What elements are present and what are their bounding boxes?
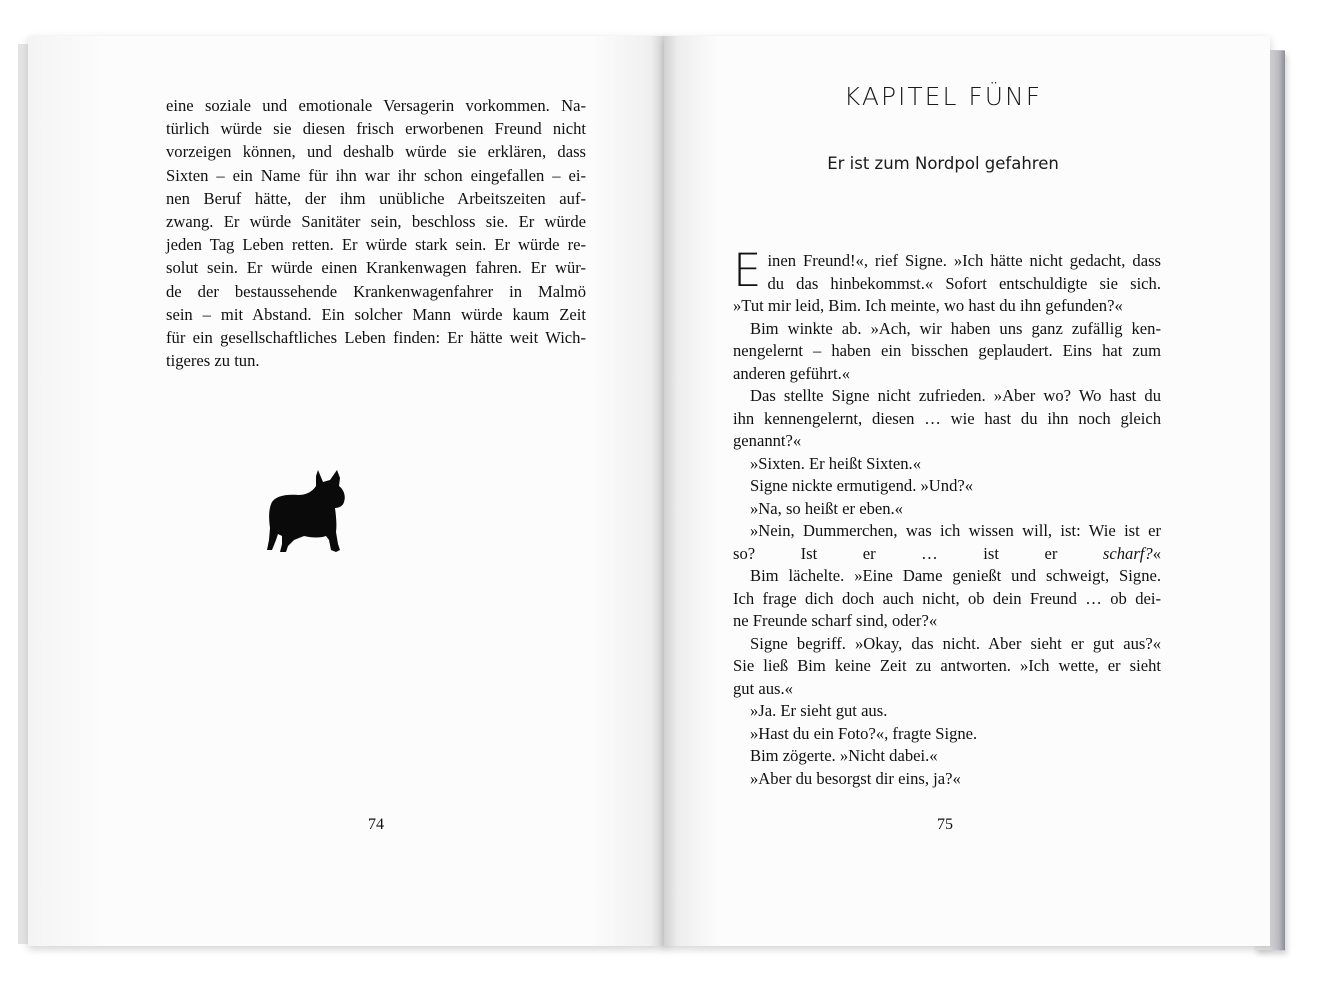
text-line: Bim lächelte. »Eine Dame genießt und schweigt, Signe. [750,566,1161,585]
text-line: türlich würde sie diesen frisch erworbenen Freund nicht [166,119,586,139]
text-line: Sixten – ein Name für ihn war ihr schon eingefallen – ei- [166,165,586,185]
text-line: Bim winkte ab. »Ach, wir haben uns ganz zufällig ken- [750,318,1161,338]
text-line: für ein gesellschaftliches Leben finden: Er hätte weit Wich- [166,328,586,348]
text-line: nen Beruf hätte, der ihm unübliche Arbeitszeiten auf- [166,188,586,208]
text-line: »Ja. Er sieht gut aus. [750,701,888,720]
drop-cap: E [733,244,762,297]
text-line: Signe nickte ermutigend. »Und?« [750,476,974,495]
french-bulldog-silhouette-icon [266,466,346,558]
text-line: ne Freunde scharf sind, oder?« [733,611,938,630]
left-page-body-text [166,94,586,372]
text-line: »Aber du besorgst dir eins, ja?« [750,768,961,788]
text-line: »Nein, Dummerchen, was ich wissen will, ist: Wie ist er [750,521,1161,540]
text-line: Bim zögerte. »Nicht dabei.« [750,746,938,765]
text-line: de der bestaussehende Krankenwagenfahrer in Malmö [166,281,586,301]
text-line: du das hinbekommst.« Sofort entschuldigte sie sich. [767,273,1161,293]
paragraph-lines [733,295,1161,543]
right-page-body-text [733,244,1161,790]
text-line: solut sein. Er würde einen Krankenwagen fahren. Er wür- [166,258,586,278]
text-line: ihn kennengelernt, diesen … wie hast du ihn noch gleich [733,408,1161,428]
text-line [733,543,1161,566]
text-line: nengelernt – haben ein bisschen geplaudert. Eins hat zum [733,341,1161,360]
paragraph-lines [733,565,1161,790]
text-line: Sie ließ Bim keine Zeit zu antworten. »Ich wette, er sieht [733,656,1161,675]
emphasized-word: scharf? [1102,543,1153,563]
text-line: »Na, so heißt er eben.« [750,498,903,518]
text-line: Signe begriff. »Okay, das nicht. Aber sieht er gut aus?« [750,633,1161,653]
text-line: Das stellte Signe nicht zufrieden. »Aber wo? Wo hast du [750,386,1161,405]
text-line: jeden Tag Leben retten. Er würde stark sein. Er würde re- [166,235,586,255]
text-line: inen Freund!«, rief Signe. »Ich hätte nicht gedacht, dass [767,251,1161,270]
text-line: zwang. Er würde Sanitäter sein, beschloss sie. Er würde [166,212,586,232]
text-line: anderen geführt.« [733,363,851,383]
text-line: »Hast du ein Foto?«, fragte Signe. [750,723,978,743]
text-line: »Sixten. Er heißt Sixten.« [750,453,921,473]
text-line: genannt?« [733,431,802,450]
text-line: vorzeigen können, und deshalb würde sie erklären, dass [166,142,586,162]
text-line: »Tut mir leid, Bim. Ich meinte, wo hast du ihn gefunden?« [733,296,1123,315]
page-number-right: 75 [937,816,953,833]
text-line: eine soziale und emotionale Versagerin vorkommen. Na- [166,96,586,115]
text-line: Ich frage dich doch auch nicht, ob dein Freund … ob dei- [733,588,1161,608]
book-gutter [650,36,678,946]
text-fragment: so? Ist er … ist er [733,543,1103,563]
text-fragment: « [1152,543,1161,563]
text-line: sein – mit Abstand. Ein solcher Mann würde kaum Zeit [166,304,586,324]
text-line: gut aus.« [733,678,793,698]
text-line: tigeres zu tun. [166,351,260,371]
page-number-left: 74 [368,816,384,833]
chapter-title: KAPITEL FÜNF [843,82,1043,111]
chapter-subtitle: Er ist zum Nordpol gefahren [827,154,1059,173]
